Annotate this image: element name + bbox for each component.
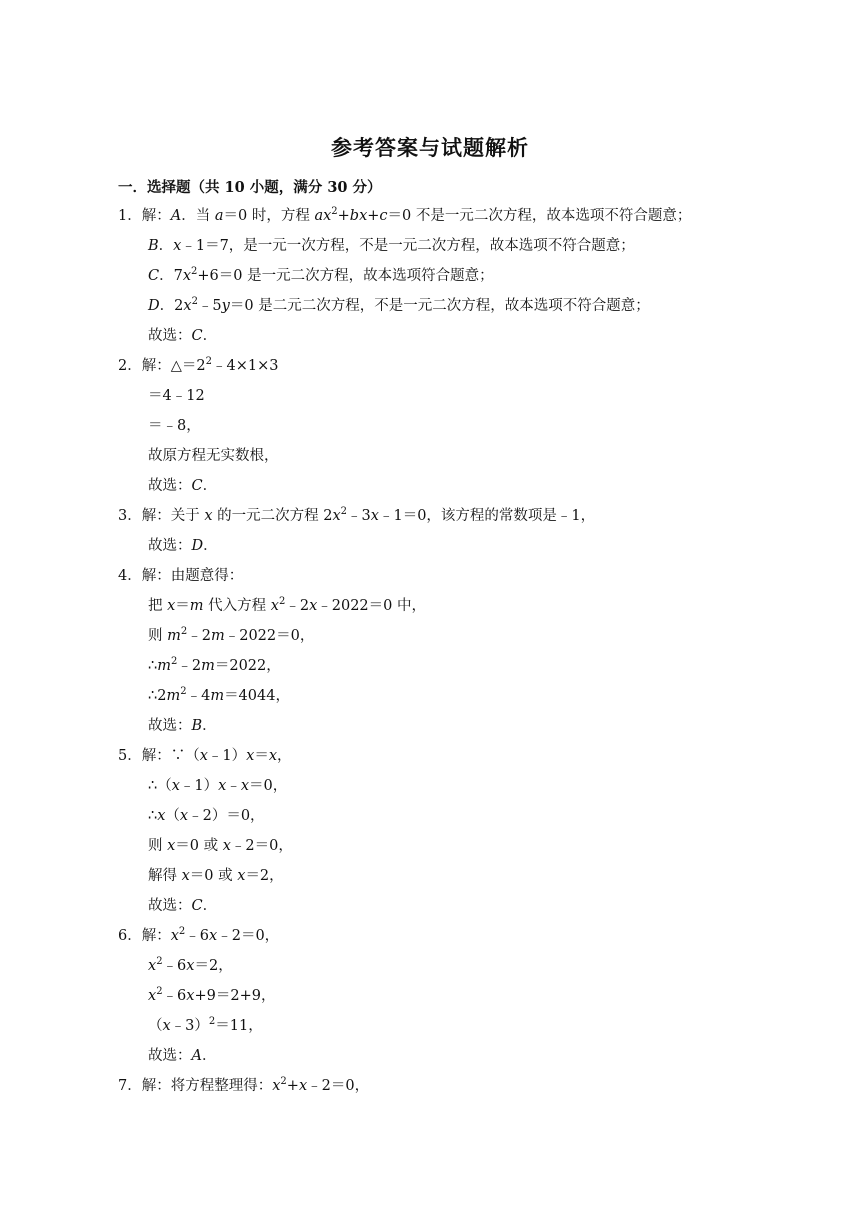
solution-line: D．$2x^2﹣5y=0$ 是二元二次方程，不是一元二次方程，故本选项不符合题意； [148, 296, 650, 314]
solution-line: 故选：D． [148, 538, 218, 554]
solution-line: $x^2﹣6x=2$， [148, 956, 233, 974]
solution-line: （x﹣3）$^2$＝11， [148, 1016, 263, 1034]
solution-line: 6．解：$x^2﹣6x﹣2=0$， [118, 926, 280, 944]
solution-line: 把 x＝m 代入方程 $x^2﹣2x﹣2022=0$ 中， [148, 596, 426, 614]
solution-line: 故选：C． [148, 898, 218, 914]
solution-line: ＝﹣8， [148, 418, 201, 434]
solution-line: 5．解：∵（x﹣1）x＝x， [118, 748, 292, 764]
solution-line: $\therefore 2m^2﹣4m=4044$， [148, 686, 290, 704]
solution-line: 则 $m^2﹣2m﹣2022=0$， [148, 626, 315, 644]
solution-line: B．x﹣1＝7，是一元一次方程，不是一元二次方程，故本选项不符合题意； [148, 238, 635, 254]
solution-line: 故选：C． [148, 478, 218, 494]
solution-line: 3．解：关于 x 的一元二次方程 $2x^2﹣3x﹣1=0$，该方程的常数项是﹣1， [118, 506, 596, 524]
solution-line: 故选：B． [148, 718, 217, 734]
solution-line: 故原方程无实数根， [148, 448, 279, 464]
solution-line: ＝4﹣12 [148, 388, 205, 404]
solution-line: 故选：A． [148, 1048, 217, 1064]
solution-line: 1．解：A．当 a＝0 时，方程 $ax^2+bx+c=0$ 不是一元二次方程，故本选项不符合题意； [118, 206, 692, 224]
solution-line: 解得 x＝0 或 x＝2， [148, 868, 284, 884]
solution-line: 7．解：将方程整理得：$x^2+x﹣2=0$， [118, 1076, 370, 1094]
section-heading: 一．选择题（共 10 小题，满分 30 分） [118, 179, 382, 196]
page-title: 参考答案与试题解析 [331, 135, 529, 160]
solution-line: C．$7x^2+6=0$ 是一元二次方程，故本选项符合题意； [148, 266, 494, 284]
solution-line: ∴（x﹣1）x﹣x＝0， [148, 778, 288, 794]
solution-line: 2．解：$\triangle=2^2﹣4\times 1\times 3$ [118, 356, 279, 374]
solution-line: $\therefore m^2﹣2m=2022$， [148, 656, 281, 674]
solution-line: $x^2﹣6x+9=2+9$， [148, 986, 276, 1004]
solution-line: ∴x（x﹣2）＝0， [148, 808, 265, 824]
solution-line: 4．解：由题意得： [118, 568, 244, 584]
solution-line: 故选：C． [148, 328, 218, 344]
solution-line: 则 x＝0 或 x﹣2＝0， [148, 838, 293, 854]
